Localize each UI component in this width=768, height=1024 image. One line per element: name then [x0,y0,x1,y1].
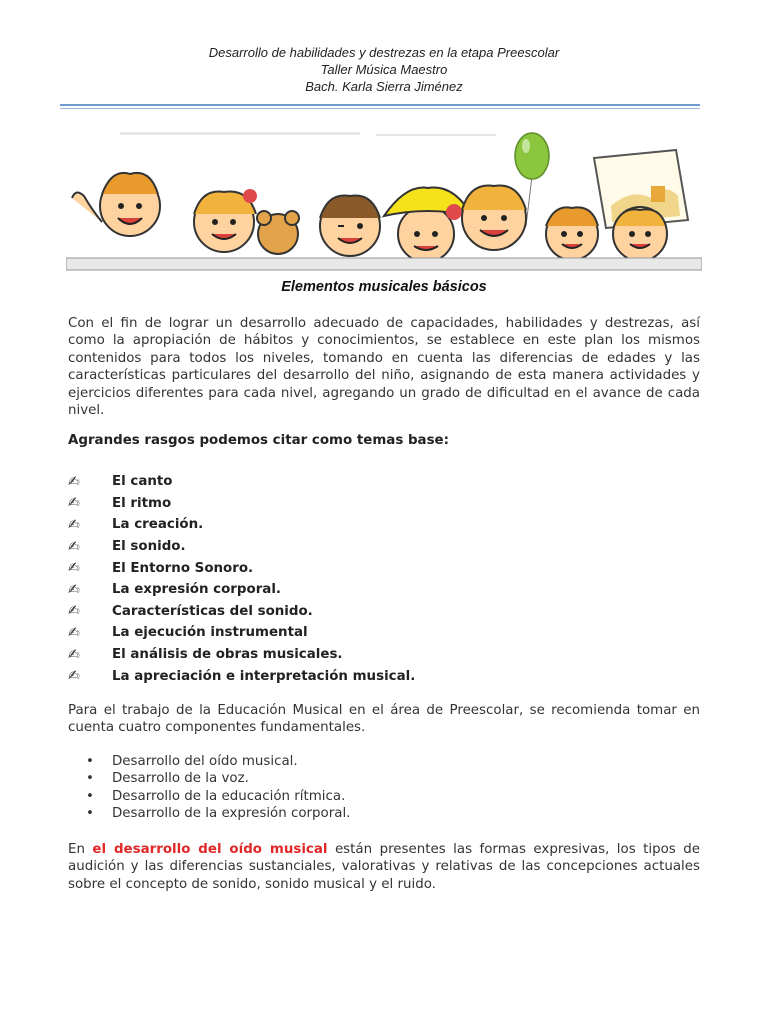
list-item [86,771,350,788]
bullet-icon: • [86,754,94,769]
header-line-3: Bach. Karla Sierra Jiménez [305,79,463,94]
header-rule [60,104,700,106]
list-item [68,644,415,666]
writing-hand-icon: ✍ [68,646,80,663]
list-item [68,579,415,601]
header-line-1: Desarrollo de habilidades y destrezas en la etapa Preescolar [208,45,560,60]
kid-5-icon [462,186,526,251]
topic-label: El ritmo [112,495,172,511]
banner-decor-line [120,132,496,136]
header-line-2: Taller Música Maestro [320,62,448,77]
kid-3-icon [320,195,380,256]
writing-hand-icon: ✍ [68,473,80,490]
list-item [68,514,415,536]
writing-hand-icon: ✍ [68,668,80,685]
header-rule-thin [60,108,700,109]
topic-label: El análisis de obras musicales. [112,647,343,663]
component-label: Desarrollo de la educación rítmica. [112,788,346,804]
components-paragraph: Para el trabajo de la Educación Musical en el área de Preescolar, se recomienda tomar en cuenta cuatro componentes fundamentales. [68,703,700,736]
list-item [68,536,415,558]
topic-label: La ejecución instrumental [112,625,308,641]
list-item [68,471,415,493]
component-label: Desarrollo de la expresión corporal. [112,806,351,822]
topics-list [68,471,415,687]
topic-label: El canto [112,474,173,490]
component-label: Desarrollo de la voz. [112,771,249,787]
intro-paragraph: Con el fin de lograr un desarrollo adecuado de capacidades, habilidades y destrezas, así como la apropiación de hábitos y conocimientos, se establece en este plan los mismos contenidos para todos los niveles, tomando en cuenta las diferencias de edades y las características particulares del desarrollo del niño, asignando de esta manera actividades y ejercicios diferentes para cada nivel, agregando un grado de dificultad en el avance de cada nivel. [68,316,700,419]
topic-label: El Entorno Sonoro. [112,560,254,576]
kid-6-icon [546,207,598,260]
bullet-icon: • [86,806,94,822]
final-paragraph-prefix: En [68,842,93,857]
kid-7-icon [613,207,667,261]
writing-hand-icon: ✍ [68,560,80,577]
kid-2-icon [194,189,257,252]
kid-4-hat-icon [384,188,472,262]
list-item [86,789,350,806]
topic-label: La apreciación e interpretación musical. [112,668,416,684]
component-label: Desarrollo del oído musical. [112,754,298,769]
topic-label: Características del sonido. [112,603,313,619]
list-item [86,806,350,823]
children-banner-illustration [66,126,702,276]
kid-1-icon [72,173,160,236]
list-item [68,601,415,623]
final-paragraph-rest: están presentes las formas expresivas, los tipos de audición y las diferencias sustanciales, valorativas y relativas de las concepciones actuales sobre el concepto de sonido, sonido musical y el ruido. [68,842,700,892]
writing-hand-icon: ✍ [68,581,80,598]
list-item [68,622,415,644]
bullet-icon: • [86,788,94,804]
list-item [86,754,350,771]
topic-label: La creación. [112,517,204,533]
banner-board [66,258,702,270]
writing-hand-icon: ✍ [68,603,80,620]
writing-hand-icon: ✍ [68,624,80,641]
list-item [68,493,415,515]
writing-hand-icon: ✍ [68,516,80,533]
final-paragraph [68,841,700,893]
list-item [68,557,415,579]
bullet-icon: • [86,771,94,787]
topics-heading: Agrandes rasgos podemos citar como temas base: [68,433,449,448]
image-caption: Elementos musicales básicos [281,279,487,295]
highlighted-term: el desarrollo del oído musical [92,842,328,857]
list-item [68,665,415,687]
document-header [0,44,768,95]
writing-hand-icon: ✍ [68,538,80,555]
components-list [86,754,350,824]
writing-hand-icon: ✍ [68,495,80,512]
topic-label: El sonido. [112,539,186,555]
topic-label: La expresión corporal. [112,582,282,598]
teddy-bear-icon [257,211,299,254]
